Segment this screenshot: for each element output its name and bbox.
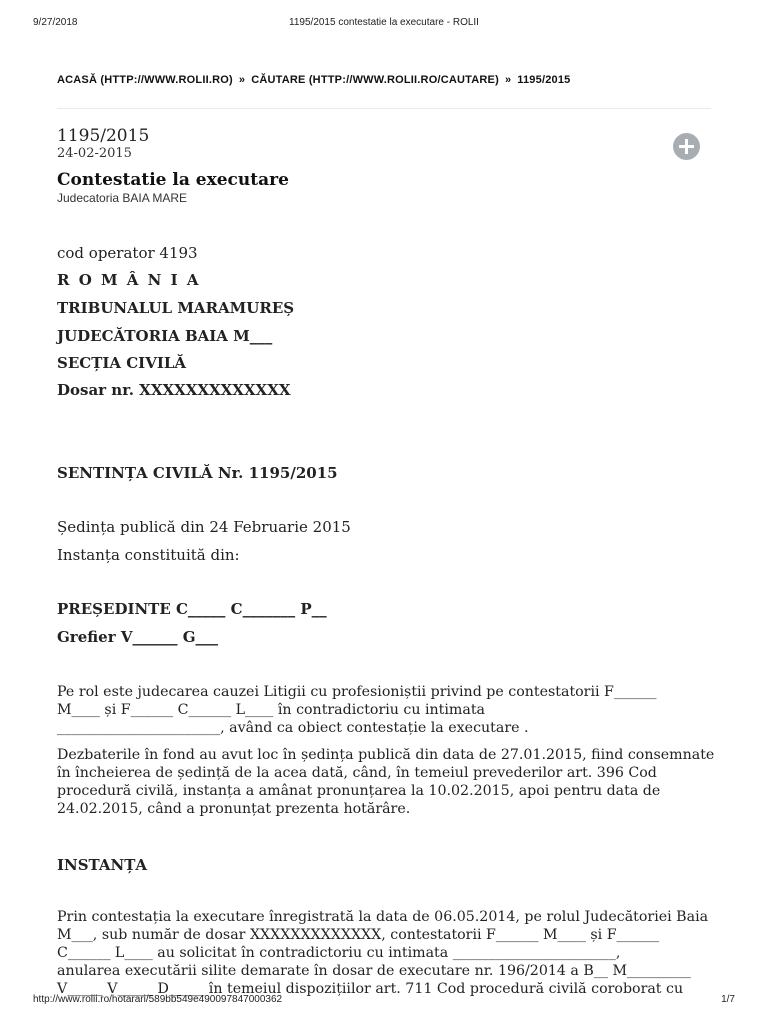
print-title: 1195/2015 contestatie la executare - ROLII <box>289 17 479 28</box>
paragraph-line: M___, sub număr de dosar XXXXXXXXXXXXX, contestatorii F______ M____ și F______ <box>57 927 660 943</box>
case-court: Judecatoria BAIA MARE <box>57 191 188 205</box>
paragraph-line: C______ L____ au solicitat în contradictoriu cu intimata _______________________, <box>57 945 621 961</box>
breadcrumb-current: 1195/2015 <box>517 74 571 86</box>
instance-heading: INSTANȚA <box>57 856 148 874</box>
paragraph-debates <box>57 746 717 818</box>
paragraph-line: _______________________, având ca obiect contestație la executare . <box>57 720 529 736</box>
paragraph-line: Dezbaterile în fond au avut loc în ședința publică din data de 27.01.2015, fiind consemnate <box>57 747 715 763</box>
print-url: http://www.rolii.ro/hotarari/589bb549e490097847000362 <box>33 994 283 1005</box>
header-divider <box>57 108 711 109</box>
paragraph-line: Prin contestația la executare înregistrată la data de 06.05.2014, pe rolul Judecătoriei Baia <box>57 909 709 925</box>
country-heading: R O M Â N I A <box>57 271 201 289</box>
print-header <box>33 17 735 31</box>
case-title: Contestatie la executare <box>57 170 289 190</box>
page-number: 1/7 <box>721 994 735 1005</box>
hearing-line: Ședința publică din 24 Februarie 2015 <box>57 518 351 536</box>
paragraph-line: procedură civilă, instanța a amânat pronunțarea la 10.02.2015, apoi pentru data de <box>57 783 661 799</box>
court-heading: JUDECĂTORIA BAIA M___ <box>57 327 273 345</box>
paragraph-line: M____ și F______ C______ L____ în contradictoriu cu intimata <box>57 702 485 718</box>
breadcrumb-separator: » <box>504 74 512 86</box>
breadcrumb-home-link[interactable]: ACASĂ (HTTP://WWW.ROLII.RO) <box>57 74 233 86</box>
paragraph-line: 24.02.2015, când a pronunțat prezenta hotărâre. <box>57 801 411 817</box>
paragraph-line: V_____ V_____ D_____ în temeiul dispozițiilor art. 711 Cod procedură civilă coroborat cu <box>57 981 684 997</box>
paragraph-line: anularea executării silite demarate în dosar de executare nr. 196/2014 a B__ M_________ <box>57 963 691 979</box>
panel-intro: Instanța constituită din: <box>57 546 240 564</box>
tribunal-heading: TRIBUNALUL MARAMUREȘ <box>57 299 295 317</box>
breadcrumb <box>57 74 717 86</box>
paragraph-case <box>57 683 717 737</box>
add-button[interactable] <box>673 133 700 160</box>
operator-code: cod operator 4193 <box>57 244 198 262</box>
clerk-line: Grefier V______ G___ <box>57 628 219 646</box>
paragraph-line: Pe rol este judecarea cauzei Litigii cu profesioniștii privind pe contestatorii F______ <box>57 684 657 700</box>
section-heading: SECȚIA CIVILĂ <box>57 354 187 372</box>
breadcrumb-search-link[interactable]: CĂUTARE (HTTP://WWW.ROLII.RO/CAUTARE) <box>251 74 499 86</box>
paragraph-contestation <box>57 908 717 997</box>
file-number: Dosar nr. XXXXXXXXXXXXX <box>57 381 291 399</box>
print-date: 9/27/2018 <box>33 17 78 28</box>
sentence-heading: SENTINȚA CIVILĂ Nr. 1195/2015 <box>57 464 338 482</box>
case-number: 1195/2015 <box>57 126 150 146</box>
case-date: 24-02-2015 <box>57 146 132 161</box>
breadcrumb-separator: » <box>238 74 246 86</box>
president-line: PREȘEDINTE C_____ C_______ P__ <box>57 600 327 618</box>
paragraph-line: în încheierea de ședință de la acea dată, când, în temeiul prevederilor art. 396 Cod <box>57 765 657 781</box>
print-footer <box>33 994 735 1008</box>
